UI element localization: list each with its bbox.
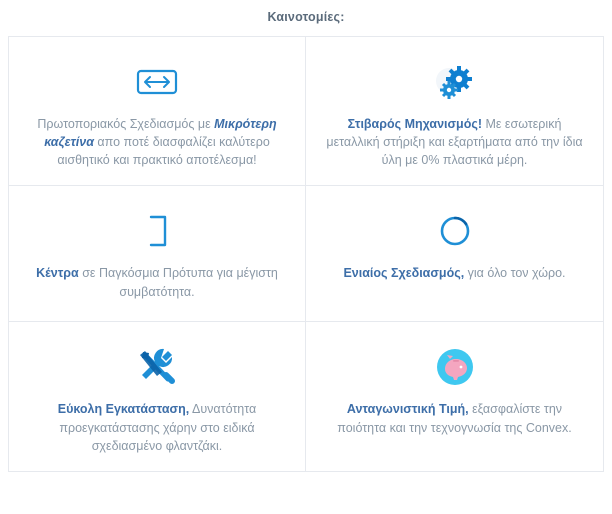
feature-strong: Μικρότερη καζετίνα	[44, 117, 277, 150]
feature-card-centers	[9, 186, 306, 322]
feature-card-smaller-cassette	[9, 37, 306, 186]
feature-text	[25, 400, 289, 454]
feature-strong: Ενιαίος Σχεδιασμός,	[343, 266, 465, 281]
feature-rest: απο ποτέ διασφαλίζει καλύτερο αισθητικό και πρακτικό αποτέλεσμα!	[57, 135, 270, 168]
feature-text	[25, 115, 289, 169]
tools-icon	[130, 340, 184, 394]
gears-icon	[425, 55, 485, 109]
feature-card-easy-installation	[9, 322, 306, 471]
bracket-corner-icon	[137, 204, 177, 258]
feature-strong: Εύκολη Εγκατάσταση,	[57, 402, 190, 417]
feature-card-unified-design	[306, 186, 603, 322]
feature-text	[343, 264, 565, 282]
feature-card-sturdy-mechanism	[306, 37, 603, 186]
arrows-horizontal-icon	[130, 55, 184, 109]
page-title: Καινοτομίες:	[267, 10, 345, 24]
feature-rest: σε Παγκόσμια Πρότυπα για μέγιστη συμβατότητα.	[78, 266, 278, 299]
piggy-bank-icon	[431, 340, 479, 394]
feature-strong: Κέντρα	[36, 266, 79, 281]
feature-strong: Στιβαρός Μηχανισμός!	[347, 117, 482, 131]
feature-card-competitive-price	[306, 322, 603, 471]
feature-lead: Πρωτοποριακός Σχεδιασμός με	[37, 117, 215, 131]
circle-ring-icon	[433, 204, 477, 258]
feature-rest: για όλο τον χώρο.	[464, 266, 566, 281]
features-grid	[8, 36, 604, 472]
feature-strong: Ανταγωνιστική Τιμή,	[346, 402, 469, 417]
feature-rest: εξασφαλίστε την ποιότητα και την τεχνογνωσία της Convex.	[337, 402, 572, 435]
feature-rest: Δυνατότητα προεγκατάστασης χάρην στο ειδικά σχεδιασμένο φλαντζάκι.	[59, 402, 257, 453]
feature-text	[25, 264, 289, 300]
feature-rest: Με εσωτερική μεταλλική στήριξη και εξαρτήματα από την ίδια ύλη με 0% πλαστικά μέρη.	[326, 117, 583, 168]
feature-text	[322, 115, 587, 169]
feature-text	[322, 400, 587, 436]
